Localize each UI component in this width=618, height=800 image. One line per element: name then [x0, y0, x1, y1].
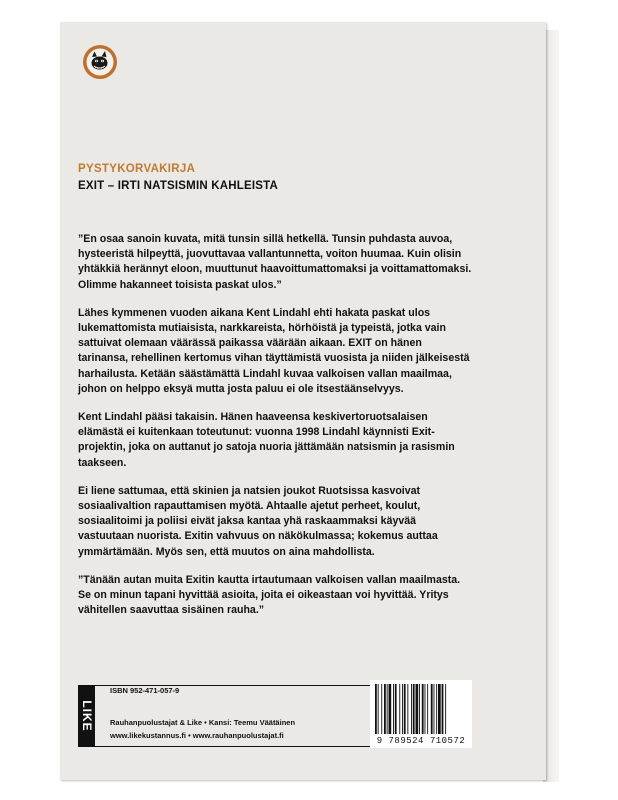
publisher-credits: Rauhanpuolustajat & Like • Kansi: Teemu Väätäinen: [110, 718, 296, 727]
barcode-bar: [393, 684, 394, 734]
footer-bottom-rule: [95, 746, 370, 747]
publisher-logo-text: LIKE: [79, 700, 94, 732]
barcode-bar: [438, 684, 441, 734]
quote-paragraph-1: ”En osaa sanoin kuvata, mitä tunsin sillä hetkellä. Tunsin puhdasta auvoa, hysteeristä hilpeyttä, juovuttavaa vallantunnetta, voiton huumaa. Kuin olisin yhtäkkiä herännyt eloon, muuttunut haavoittumattomaksi ja voittamattomaksi. Olimme hakanneet toisista paskat ulos.”: [78, 233, 472, 291]
barcode-bar: [404, 684, 406, 734]
barcode-bar: [402, 684, 403, 734]
barcode-bar: [407, 684, 408, 734]
barcode-bar: [436, 684, 437, 734]
barcode-bar: [411, 684, 412, 734]
book-title: EXIT – IRTI NATSISMIN KAHLEISTA: [78, 180, 279, 192]
isbn: ISBN 952-471-057-9: [110, 686, 180, 695]
series-name: PYSTYKORVAKIRJA: [78, 163, 196, 175]
barcode-bar: [434, 684, 435, 734]
barcode-number: 9 789524 710572: [376, 736, 466, 746]
barcode-bar: [413, 684, 415, 734]
barcode-bar: [431, 684, 433, 734]
description-paragraph-2: Kent Lindahl pääsi takaisin. Hänen haaveensa keskivertoruotsalaisen elämästä ei kuitenkaan toteutunut: vuonna 1998 Lindahl käynnisti Exit-projektin, joka on auttanut jo satoja nuoria jättämään natsismin ja rasismin taakseen.: [78, 411, 455, 469]
barcode-bar: [378, 684, 379, 734]
quote-paragraph-2: ”Tänään autan muita Exitin kautta irtautumaan valkoisen vallan maailmasta. Se on minun tapani hyvittää asioita, joita ei oikeastaan voi hyvittää. Yritys vähitellen saavuttaa sisäinen rauha.”: [78, 573, 461, 617]
barcode-bar: [375, 684, 377, 734]
barcode: [370, 680, 472, 748]
description-paragraph-3: Ei liene sattumaa, että skinien ja natsien joukot Ruotsissa kasvoivat sosiaalivaltion rapauttamisen myötä. Ahtaalle ajetut perheet, koulut, sosiaalitoimi ja poliisi eivät jaksa kantaa yhä raskaammaksi käyvää vastuutaan nuorista. Exitin vahvuus on näkökulmassa; kokemus auttaa ymmärtämään. Myös sen, että muutos on aina mahdollista.: [78, 484, 438, 558]
barcode-bar: [399, 684, 400, 734]
barcode-bar: [389, 684, 392, 734]
barcode-bar: [419, 684, 420, 734]
publisher-websites: www.likekustannus.fi • www.rauhanpuolustajat.fi: [110, 731, 284, 740]
barcode-bar: [427, 684, 428, 734]
barcode-bar: [445, 684, 446, 734]
barcode-bar: [422, 684, 424, 734]
barcode-bar: [395, 684, 397, 734]
barcode-bars: [373, 684, 469, 736]
barcode-bar: [381, 684, 382, 734]
barcode-bar: [442, 684, 444, 734]
publisher-logo: [78, 685, 95, 747]
description-paragraph-1: Lähes kymmenen vuoden aikana Kent Lindahl ehti hakata paskat ulos lukemattomista mutiaisista, narkkareista, hörhöistä ja typeistä, jotka vain sattuivat olemaan väärässä paikassa väärään aikaan. EXIT on hänen tarinansa, rehellinen kertomus vihan täyttämistä vuosista ja niiden jälkeisestä harhailusta. Ketään säästämättä Lindahl kuvaa valkoisen vallan maailmaa, johon on helppo eksyä mutta josta paluu ei ole itsestäänselvyys.: [78, 306, 470, 395]
dog-head-icon: [82, 44, 118, 80]
back-cover-text: [78, 232, 472, 631]
barcode-bar: [425, 684, 426, 734]
barcode-bar: [387, 684, 388, 734]
barcode-bar: [384, 684, 386, 734]
barcode-bar: [416, 684, 419, 734]
